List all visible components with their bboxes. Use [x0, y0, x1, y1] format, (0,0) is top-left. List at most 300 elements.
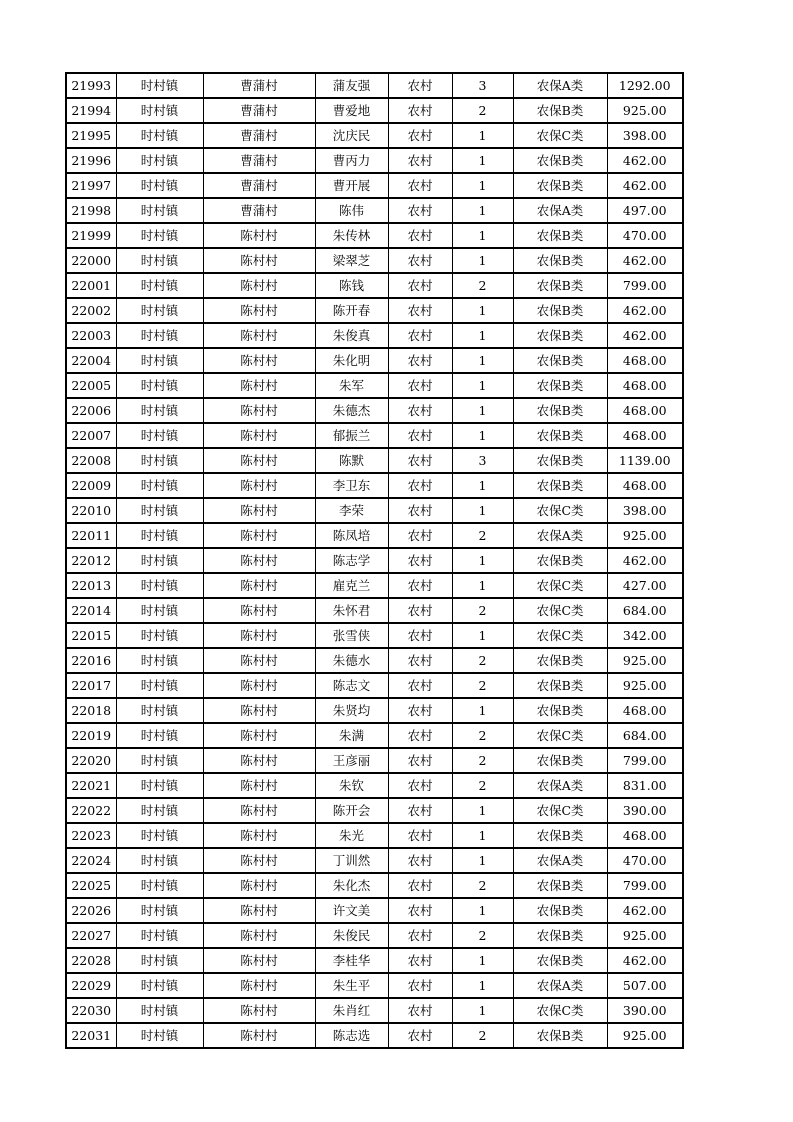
cell-residence: 农村 [388, 598, 452, 623]
cell-category: 农保B类 [513, 373, 607, 398]
cell-town: 时村镇 [116, 698, 203, 723]
cell-name: 朱钦 [315, 773, 388, 798]
table-row [66, 298, 683, 323]
cell-amount: 507.00 [607, 973, 683, 998]
cell-amount: 427.00 [607, 573, 683, 598]
cell-amount: 925.00 [607, 98, 683, 123]
cell-residence: 农村 [388, 123, 452, 148]
cell-village: 陈村村 [203, 473, 315, 498]
cell-town: 时村镇 [116, 873, 203, 898]
cell-category: 农保B类 [513, 873, 607, 898]
cell-residence: 农村 [388, 923, 452, 948]
cell-residence: 农村 [388, 548, 452, 573]
cell-name: 张雪侠 [315, 623, 388, 648]
table-row [66, 648, 683, 673]
cell-count: 1 [452, 223, 513, 248]
cell-village: 曹蒲村 [203, 198, 315, 223]
cell-amount: 390.00 [607, 798, 683, 823]
cell-amount: 799.00 [607, 273, 683, 298]
cell-name: 陈志文 [315, 673, 388, 698]
cell-residence: 农村 [388, 423, 452, 448]
cell-town: 时村镇 [116, 73, 203, 98]
cell-serial: 22027 [66, 923, 116, 948]
cell-town: 时村镇 [116, 323, 203, 348]
table-row [66, 473, 683, 498]
cell-name: 李桂华 [315, 948, 388, 973]
cell-village: 陈村村 [203, 248, 315, 273]
cell-town: 时村镇 [116, 98, 203, 123]
cell-name: 陈伟 [315, 198, 388, 223]
cell-category: 农保C类 [513, 598, 607, 623]
cell-village: 陈村村 [203, 298, 315, 323]
cell-category: 农保B类 [513, 148, 607, 173]
cell-count: 1 [452, 848, 513, 873]
table-row [66, 98, 683, 123]
cell-count: 1 [452, 198, 513, 223]
cell-count: 1 [452, 798, 513, 823]
cell-name: 朱肖红 [315, 998, 388, 1023]
cell-serial: 21993 [66, 73, 116, 98]
cell-serial: 22004 [66, 348, 116, 373]
cell-village: 陈村村 [203, 798, 315, 823]
cell-count: 2 [452, 523, 513, 548]
cell-village: 陈村村 [203, 698, 315, 723]
cell-name: 陈默 [315, 448, 388, 473]
cell-village: 陈村村 [203, 423, 315, 448]
cell-name: 朱怀君 [315, 598, 388, 623]
cell-village: 陈村村 [203, 223, 315, 248]
cell-town: 时村镇 [116, 598, 203, 623]
cell-serial: 22020 [66, 748, 116, 773]
table-row [66, 823, 683, 848]
cell-town: 时村镇 [116, 398, 203, 423]
cell-serial: 22031 [66, 1023, 116, 1048]
cell-residence: 农村 [388, 873, 452, 898]
cell-town: 时村镇 [116, 848, 203, 873]
cell-amount: 470.00 [607, 223, 683, 248]
cell-village: 陈村村 [203, 823, 315, 848]
cell-count: 1 [452, 373, 513, 398]
cell-category: 农保B类 [513, 173, 607, 198]
cell-category: 农保C类 [513, 573, 607, 598]
cell-serial: 22005 [66, 373, 116, 398]
cell-name: 蒲友强 [315, 73, 388, 98]
cell-serial: 22013 [66, 573, 116, 598]
cell-count: 1 [452, 423, 513, 448]
cell-residence: 农村 [388, 198, 452, 223]
table-row [66, 998, 683, 1023]
cell-town: 时村镇 [116, 898, 203, 923]
cell-amount: 462.00 [607, 173, 683, 198]
cell-town: 时村镇 [116, 448, 203, 473]
cell-category: 农保C类 [513, 623, 607, 648]
cell-town: 时村镇 [116, 123, 203, 148]
cell-village: 陈村村 [203, 498, 315, 523]
cell-count: 1 [452, 698, 513, 723]
cell-residence: 农村 [388, 448, 452, 473]
cell-name: 王彦丽 [315, 748, 388, 773]
cell-category: 农保C类 [513, 498, 607, 523]
cell-category: 农保B类 [513, 298, 607, 323]
cell-amount: 684.00 [607, 598, 683, 623]
cell-amount: 925.00 [607, 923, 683, 948]
cell-serial: 22023 [66, 823, 116, 848]
cell-count: 2 [452, 773, 513, 798]
cell-village: 陈村村 [203, 598, 315, 623]
cell-count: 2 [452, 273, 513, 298]
cell-name: 陈开春 [315, 298, 388, 323]
cell-residence: 农村 [388, 73, 452, 98]
cell-town: 时村镇 [116, 973, 203, 998]
cell-amount: 462.00 [607, 898, 683, 923]
cell-name: 朱化杰 [315, 873, 388, 898]
table-row [66, 198, 683, 223]
cell-serial: 22012 [66, 548, 116, 573]
cell-residence: 农村 [388, 748, 452, 773]
cell-count: 2 [452, 98, 513, 123]
cell-count: 1 [452, 573, 513, 598]
cell-amount: 497.00 [607, 198, 683, 223]
cell-village: 陈村村 [203, 548, 315, 573]
cell-category: 农保B类 [513, 398, 607, 423]
cell-residence: 农村 [388, 173, 452, 198]
cell-town: 时村镇 [116, 823, 203, 848]
cell-count: 1 [452, 348, 513, 373]
cell-category: 农保A类 [513, 848, 607, 873]
table-row [66, 498, 683, 523]
table-row [66, 798, 683, 823]
table-row [66, 423, 683, 448]
cell-village: 曹蒲村 [203, 148, 315, 173]
cell-name: 陈开会 [315, 798, 388, 823]
cell-residence: 农村 [388, 473, 452, 498]
cell-town: 时村镇 [116, 473, 203, 498]
cell-village: 曹蒲村 [203, 98, 315, 123]
cell-serial: 22017 [66, 673, 116, 698]
table-row [66, 1023, 683, 1048]
cell-category: 农保C类 [513, 123, 607, 148]
cell-amount: 1139.00 [607, 448, 683, 473]
cell-category: 农保B类 [513, 248, 607, 273]
table-row [66, 973, 683, 998]
cell-category: 农保B类 [513, 473, 607, 498]
cell-village: 陈村村 [203, 773, 315, 798]
cell-village: 陈村村 [203, 898, 315, 923]
cell-residence: 农村 [388, 948, 452, 973]
cell-town: 时村镇 [116, 648, 203, 673]
cell-amount: 462.00 [607, 298, 683, 323]
cell-amount: 925.00 [607, 1023, 683, 1048]
cell-serial: 22026 [66, 898, 116, 923]
table-row [66, 123, 683, 148]
cell-residence: 农村 [388, 323, 452, 348]
cell-count: 2 [452, 723, 513, 748]
cell-name: 曹开展 [315, 173, 388, 198]
cell-amount: 398.00 [607, 123, 683, 148]
cell-category: 农保B类 [513, 948, 607, 973]
cell-serial: 22029 [66, 973, 116, 998]
cell-serial: 22006 [66, 398, 116, 423]
cell-count: 1 [452, 823, 513, 848]
cell-category: 农保B类 [513, 98, 607, 123]
table-row [66, 273, 683, 298]
cell-name: 朱生平 [315, 973, 388, 998]
table-row [66, 723, 683, 748]
cell-amount: 925.00 [607, 673, 683, 698]
cell-residence: 农村 [388, 98, 452, 123]
table-row [66, 248, 683, 273]
cell-count: 1 [452, 173, 513, 198]
cell-amount: 398.00 [607, 498, 683, 523]
table-row [66, 848, 683, 873]
cell-category: 农保C类 [513, 798, 607, 823]
cell-serial: 21995 [66, 123, 116, 148]
cell-village: 陈村村 [203, 948, 315, 973]
cell-count: 1 [452, 123, 513, 148]
table-body [66, 73, 683, 1048]
cell-category: 农保A类 [513, 773, 607, 798]
cell-serial: 22014 [66, 598, 116, 623]
cell-serial: 21994 [66, 98, 116, 123]
table-row [66, 223, 683, 248]
cell-town: 时村镇 [116, 673, 203, 698]
cell-town: 时村镇 [116, 223, 203, 248]
cell-name: 曹丙力 [315, 148, 388, 173]
cell-serial: 22025 [66, 873, 116, 898]
cell-town: 时村镇 [116, 348, 203, 373]
table-row [66, 698, 683, 723]
cell-residence: 农村 [388, 623, 452, 648]
cell-residence: 农村 [388, 798, 452, 823]
cell-amount: 468.00 [607, 823, 683, 848]
cell-residence: 农村 [388, 373, 452, 398]
cell-amount: 684.00 [607, 723, 683, 748]
cell-residence: 农村 [388, 148, 452, 173]
cell-serial: 22016 [66, 648, 116, 673]
cell-village: 陈村村 [203, 723, 315, 748]
cell-serial: 22022 [66, 798, 116, 823]
table-row [66, 523, 683, 548]
cell-name: 郁振兰 [315, 423, 388, 448]
cell-count: 1 [452, 148, 513, 173]
cell-category: 农保B类 [513, 223, 607, 248]
cell-town: 时村镇 [116, 248, 203, 273]
cell-name: 许文美 [315, 898, 388, 923]
cell-count: 1 [452, 323, 513, 348]
cell-residence: 农村 [388, 998, 452, 1023]
table-row [66, 323, 683, 348]
table-row [66, 923, 683, 948]
cell-town: 时村镇 [116, 923, 203, 948]
cell-category: 农保B类 [513, 323, 607, 348]
cell-town: 时村镇 [116, 948, 203, 973]
cell-residence: 农村 [388, 898, 452, 923]
cell-count: 2 [452, 873, 513, 898]
cell-category: 农保B类 [513, 548, 607, 573]
cell-residence: 农村 [388, 298, 452, 323]
cell-amount: 462.00 [607, 323, 683, 348]
cell-residence: 农村 [388, 673, 452, 698]
cell-category: 农保C类 [513, 723, 607, 748]
table-row [66, 773, 683, 798]
cell-town: 时村镇 [116, 623, 203, 648]
cell-category: 农保B类 [513, 698, 607, 723]
cell-residence: 农村 [388, 823, 452, 848]
cell-count: 2 [452, 673, 513, 698]
cell-town: 时村镇 [116, 373, 203, 398]
cell-village: 陈村村 [203, 323, 315, 348]
cell-residence: 农村 [388, 573, 452, 598]
cell-name: 梁翠芝 [315, 248, 388, 273]
cell-count: 2 [452, 648, 513, 673]
cell-count: 1 [452, 898, 513, 923]
cell-name: 李卫东 [315, 473, 388, 498]
cell-amount: 468.00 [607, 698, 683, 723]
cell-amount: 799.00 [607, 873, 683, 898]
cell-amount: 799.00 [607, 748, 683, 773]
cell-town: 时村镇 [116, 1023, 203, 1048]
table-row [66, 573, 683, 598]
cell-town: 时村镇 [116, 273, 203, 298]
cell-category: 农保B类 [513, 1023, 607, 1048]
cell-amount: 925.00 [607, 648, 683, 673]
table-row [66, 73, 683, 98]
cell-category: 农保B类 [513, 448, 607, 473]
cell-name: 曹爱地 [315, 98, 388, 123]
table-row [66, 348, 683, 373]
cell-category: 农保B类 [513, 748, 607, 773]
cell-residence: 农村 [388, 223, 452, 248]
cell-village: 陈村村 [203, 398, 315, 423]
cell-amount: 462.00 [607, 948, 683, 973]
cell-town: 时村镇 [116, 773, 203, 798]
cell-village: 陈村村 [203, 873, 315, 898]
cell-residence: 农村 [388, 348, 452, 373]
cell-count: 2 [452, 1023, 513, 1048]
cell-amount: 468.00 [607, 373, 683, 398]
cell-amount: 468.00 [607, 423, 683, 448]
cell-village: 陈村村 [203, 998, 315, 1023]
cell-name: 陈志学 [315, 548, 388, 573]
cell-serial: 22011 [66, 523, 116, 548]
cell-name: 朱化明 [315, 348, 388, 373]
cell-amount: 462.00 [607, 248, 683, 273]
cell-serial: 21997 [66, 173, 116, 198]
cell-village: 陈村村 [203, 1023, 315, 1048]
cell-residence: 农村 [388, 973, 452, 998]
cell-town: 时村镇 [116, 998, 203, 1023]
cell-serial: 22024 [66, 848, 116, 873]
cell-amount: 390.00 [607, 998, 683, 1023]
cell-village: 陈村村 [203, 373, 315, 398]
cell-town: 时村镇 [116, 523, 203, 548]
cell-serial: 22007 [66, 423, 116, 448]
table-row [66, 548, 683, 573]
cell-serial: 22019 [66, 723, 116, 748]
cell-village: 陈村村 [203, 673, 315, 698]
table-row [66, 148, 683, 173]
table-row [66, 173, 683, 198]
cell-serial: 22028 [66, 948, 116, 973]
table-row [66, 673, 683, 698]
cell-count: 2 [452, 598, 513, 623]
cell-category: 农保B类 [513, 823, 607, 848]
cell-count: 1 [452, 998, 513, 1023]
cell-name: 雇克兰 [315, 573, 388, 598]
cell-name: 丁训然 [315, 848, 388, 873]
cell-category: 农保A类 [513, 73, 607, 98]
cell-town: 时村镇 [116, 423, 203, 448]
cell-amount: 1292.00 [607, 73, 683, 98]
cell-serial: 22002 [66, 298, 116, 323]
cell-count: 1 [452, 623, 513, 648]
cell-amount: 342.00 [607, 623, 683, 648]
cell-serial: 22009 [66, 473, 116, 498]
cell-residence: 农村 [388, 273, 452, 298]
cell-amount: 468.00 [607, 473, 683, 498]
table-row [66, 448, 683, 473]
cell-residence: 农村 [388, 498, 452, 523]
cell-village: 曹蒲村 [203, 173, 315, 198]
cell-village: 曹蒲村 [203, 123, 315, 148]
cell-name: 陈志选 [315, 1023, 388, 1048]
cell-serial: 22030 [66, 998, 116, 1023]
cell-name: 沈庆民 [315, 123, 388, 148]
cell-name: 陈钱 [315, 273, 388, 298]
table-row [66, 598, 683, 623]
cell-village: 陈村村 [203, 623, 315, 648]
cell-count: 1 [452, 298, 513, 323]
cell-name: 朱光 [315, 823, 388, 848]
table-row [66, 373, 683, 398]
cell-name: 陈凤培 [315, 523, 388, 548]
cell-category: 农保B类 [513, 273, 607, 298]
cell-village: 陈村村 [203, 523, 315, 548]
cell-count: 1 [452, 398, 513, 423]
cell-serial: 22001 [66, 273, 116, 298]
cell-town: 时村镇 [116, 748, 203, 773]
cell-category: 农保A类 [513, 198, 607, 223]
cell-count: 2 [452, 748, 513, 773]
cell-amount: 925.00 [607, 523, 683, 548]
cell-serial: 22000 [66, 248, 116, 273]
cell-residence: 农村 [388, 398, 452, 423]
cell-serial: 22008 [66, 448, 116, 473]
cell-category: 农保B类 [513, 898, 607, 923]
cell-name: 朱德水 [315, 648, 388, 673]
cell-count: 3 [452, 448, 513, 473]
cell-serial: 21998 [66, 198, 116, 223]
cell-town: 时村镇 [116, 498, 203, 523]
cell-residence: 农村 [388, 248, 452, 273]
cell-serial: 22021 [66, 773, 116, 798]
cell-count: 1 [452, 948, 513, 973]
cell-town: 时村镇 [116, 548, 203, 573]
cell-residence: 农村 [388, 848, 452, 873]
cell-category: 农保C类 [513, 998, 607, 1023]
cell-category: 农保B类 [513, 423, 607, 448]
cell-count: 2 [452, 923, 513, 948]
table-row [66, 898, 683, 923]
cell-name: 李荣 [315, 498, 388, 523]
cell-amount: 468.00 [607, 398, 683, 423]
cell-count: 3 [452, 73, 513, 98]
table-row [66, 623, 683, 648]
cell-category: 农保B类 [513, 923, 607, 948]
records-table [65, 72, 684, 1049]
cell-town: 时村镇 [116, 573, 203, 598]
cell-category: 农保A类 [513, 523, 607, 548]
